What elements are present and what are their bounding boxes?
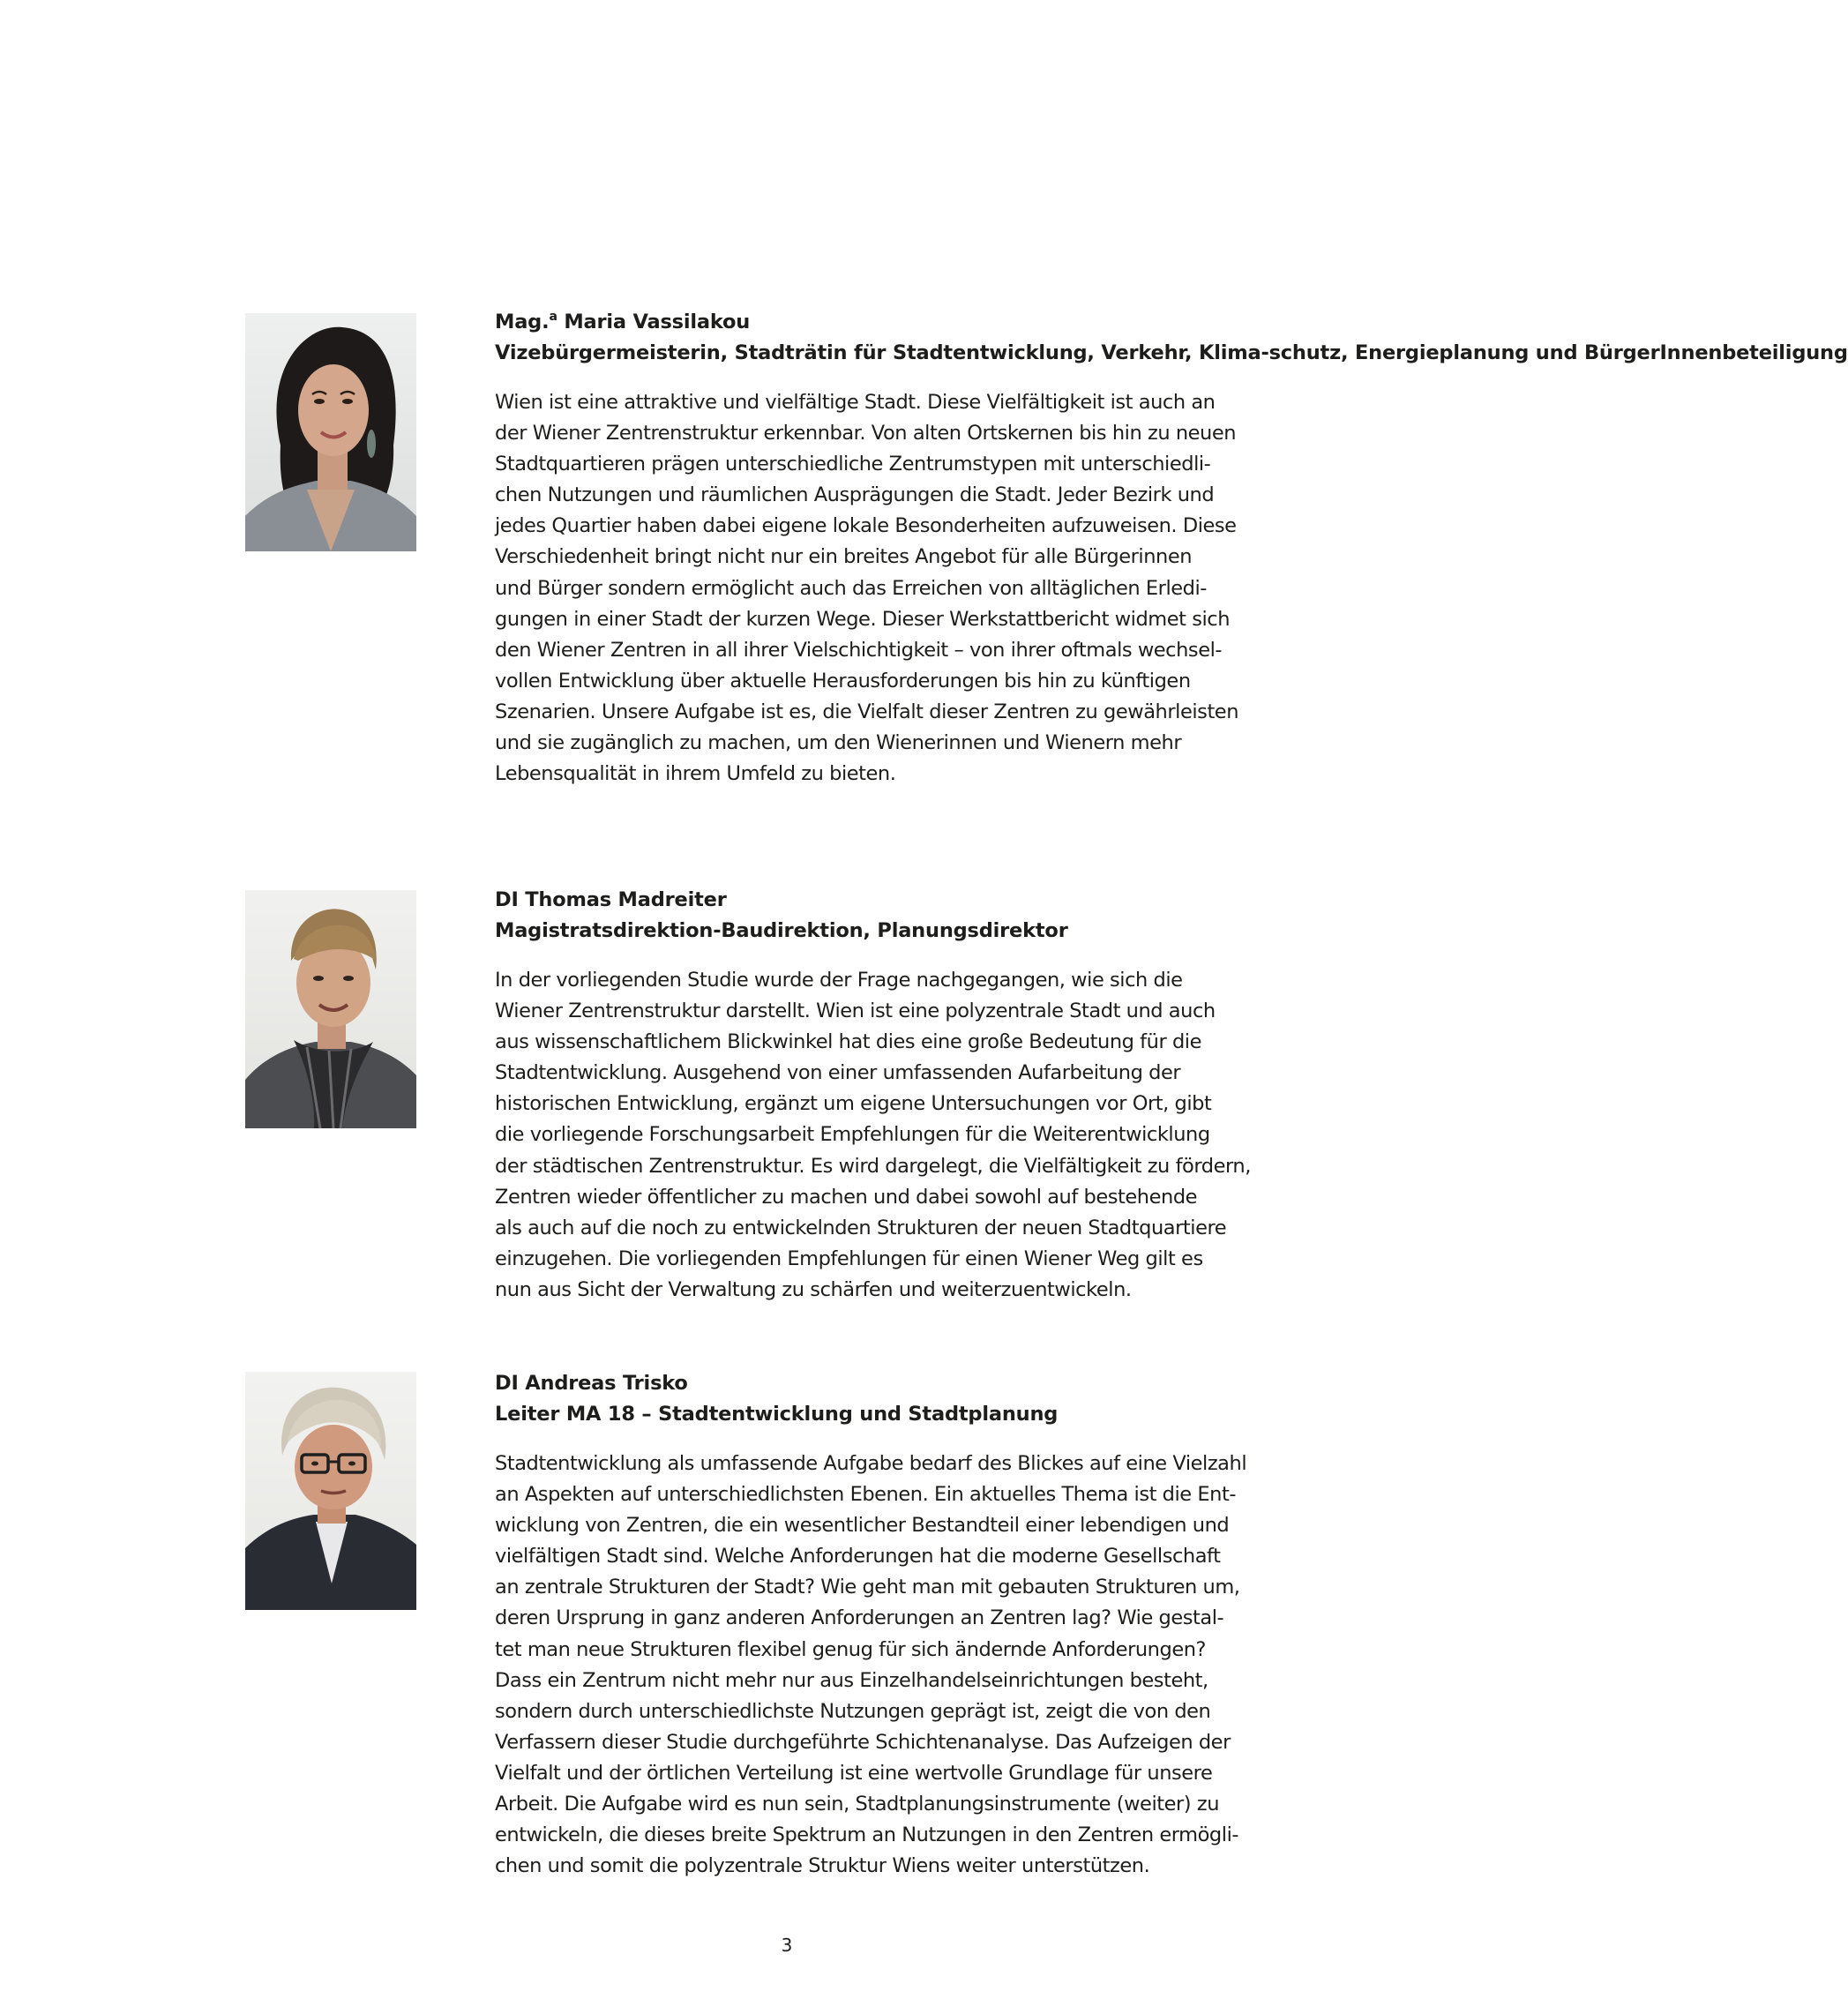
statement-text: Wien ist eine attraktive und vielfältige Stadt. Diese Vielfältigkeit ist auch an der Wiener Zentrenstruktur erkennbar. Von alten Ortskernen bis hin zu neuen Stadtquartieren prägen unterschiedliche Zentrumstypen mit unterschiedli- chen Nutzungen und räumlichen Ausprägungen die Stadt. Jeder Bezirk und jedes Quartier haben dabei eigene lokale Besonderheiten aufzuweisen. Diese Verschiedenheit bringt nicht nur ein breites Angebot für alle Bürgerinnen und Bürger sondern ermöglicht auch das Erreichen von alltäglichen Erledi- gungen in einer Stadt der kurzen Wege. Dieser Werkstattbericht widmet sich den Wiener Zentren in all ihrer Vielschichtigkeit – von ihrer oftmals wechsel- vollen Entwicklung über aktuelle Herausforderungen bis hin zu künftigen Szenarien. Unsere Aufgabe ist es, die Vielfalt dieser Zentren zu gewährleisten und sie zugänglich zu machen, um den Wienerinnen und Wienern mehr Lebensqualität in ihrem Umfeld zu bieten. bbox=[495, 391, 1239, 786]
person-role: Magistratsdirektion-Baudirektion, Planungsdirektor bbox=[495, 919, 1068, 942]
portrait-photo-madreiter bbox=[245, 890, 416, 1128]
statement-text: In der vorliegenden Studie wurde der Frage nachgegangen, wie sich die Wiener Zentrenstruktur darstellt. Wien ist eine polyzentrale Stadt und auch aus wissenschaftlichem Blickwinkel hat dies eine große Bedeutung für die Stadtentwicklung. Ausgehend von einer umfassenden Aufarbeitung der historischen Entwicklung, ergänzt um eigene Untersuchungen vor Ort, gibt die vorliegende Forschungsarbeit Empfehlungen für die Weiterentwicklung der städtischen Zentrenstruktur. Es wird dargelegt, die Vielfältigkeit zu fördern, Zentren wieder öffentlicher zu machen und dabei sowohl auf bestehende als auch auf die noch zu entwickelnden Strukturen der neuen Stadtquartiere einzugehen. Die vorliegenden Empfehlungen für einen Wiener Weg gilt es nun aus Sicht der Verwaltung zu schärfen und weiterzuentwickeln. bbox=[495, 969, 1251, 1301]
portrait-image bbox=[245, 313, 416, 551]
person-name: DI Thomas Madreiter bbox=[495, 888, 727, 911]
portrait-image bbox=[245, 890, 416, 1128]
page-number: 3 bbox=[781, 1935, 793, 1956]
person-role: Vizebürgermeisterin, Stadträtin für Stadtentwicklung, Verkehr, Klima-schutz, Energieplanung und BürgerInnenbeteiligung bbox=[495, 341, 1848, 364]
person-name: Mag.$^a$ Maria Vassilakou bbox=[495, 310, 751, 333]
portrait-photo-vassilakou bbox=[245, 313, 416, 551]
portrait-image bbox=[245, 1372, 416, 1610]
portrait-photo-trisko bbox=[245, 1372, 416, 1610]
person-name: DI Andreas Trisko bbox=[495, 1372, 688, 1395]
person-role: Leiter MA 18 – Stadtentwicklung und Stadtplanung bbox=[495, 1403, 1059, 1426]
statement-text: Stadtentwicklung als umfassende Aufgabe bedarf des Blickes auf eine Vielzahl an Aspekten auf unterschiedlichsten Ebenen. Ein aktuelles Thema ist die Ent- wicklung von Zentren, die ein wesentlicher Bestandteil einer lebendigen und vielfältigen Stadt sind. Welche Anforderungen hat die moderne Gesellschaft an zentrale Strukturen der Stadt? Wie geht man mit gebauten Strukturen um, deren Ursprung in ganz anderen Anforderungen an Zentren lag? Wie gestal- tet man neue Strukturen flexibel genug für sich ändernde Anforderungen? Dass ein Zentrum nicht mehr nur aus Einzelhandelseinrichtungen besteht, sondern durch unterschiedlichste Nutzungen geprägt ist, zeigt die von den Verfassern dieser Studie durchgeführte Schichtenanalyse. Das Aufzeigen der Vielfalt und der örtlichen Verteilung ist eine wertvolle Grundlage für unsere Arbeit. Die Aufgabe wird es nun sein, Stadtplanungsinstrumente (weiter) zu entwickeln, die dieses breite Spektrum an Nutzungen in den Zentren ermögli- chen und somit die polyzentrale Struktur Wiens weiter unterstützen. bbox=[495, 1452, 1247, 1878]
